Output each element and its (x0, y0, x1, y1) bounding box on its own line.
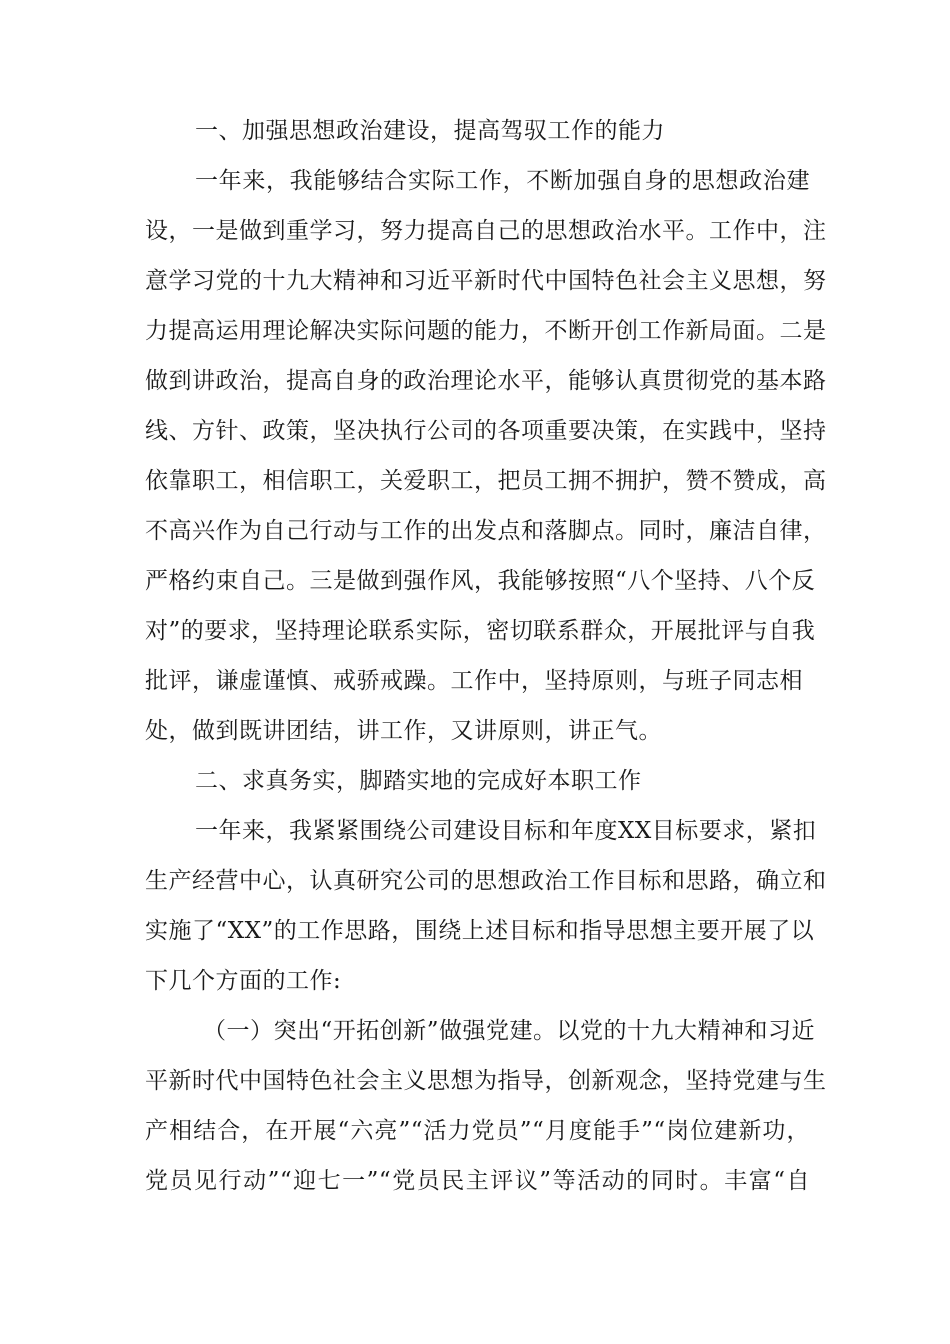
paragraph-line: 实施了“XX”的工作思路，围绕上述目标和指导思想主要开展了以 (145, 918, 815, 944)
paragraph-line: 力提高运用理论解决实际问题的能力，不断开创工作新局面。二是 (145, 318, 827, 344)
paragraph-line: 对”的要求，坚持理论联系实际，密切联系群众，开展批评与自我 (145, 618, 816, 644)
section-heading-2: 二、求真务实，脚踏实地的完成好本职工作 (195, 768, 642, 794)
paragraph-line: 依靠职工，相信职工，关爱职工，把员工拥不拥护，赞不赞成，高 (145, 468, 827, 494)
paragraph-line: 平新时代中国特色社会主义思想为指导，创新观念，坚持党建与生 (145, 1068, 827, 1094)
paragraph-line: 党员见行动”“迎七一”“党员民主评议”等活动的同时。丰富“自 (145, 1168, 810, 1194)
paragraph-line: 不高兴作为自己行动与工作的出发点和落脚点。同时，廉洁自律， (145, 518, 827, 544)
paragraph-line: 严格约束自己。三是做到强作风，我能够按照“八个坚持、八个反 (145, 568, 816, 594)
paragraph-line: 处，做到既讲团结，讲工作，又讲原则，讲正气。 (145, 718, 662, 744)
paragraph-line: 一年来，我能够结合实际工作，不断加强自身的思想政治建 (195, 168, 810, 194)
paragraph-line: 下几个方面的工作: (145, 968, 342, 994)
section-heading-1: 一、加强思想政治建设，提高驾驭工作的能力 (195, 118, 665, 144)
paragraph-line: 产相结合，在开展“六亮”“活力党员”“月度能手”“岗位建新功， (145, 1118, 810, 1144)
paragraph-line: 设，一是做到重学习，努力提高自己的思想政治水平。工作中，注 (145, 218, 827, 244)
paragraph-line: 生产经营中心，认真研究公司的思想政治工作目标和思路，确立和 (145, 868, 827, 894)
paragraph-line: 做到讲政治，提高自身的政治理论水平，能够认真贯彻党的基本路 (145, 368, 827, 394)
paragraph-line: 批评，谦虚谨慎、戒骄戒躁。工作中，坚持原则，与班子同志相 (145, 668, 803, 694)
paragraph-line: （一）突出“开拓创新”做强党建。以党的十九大精神和习近 (203, 1018, 816, 1044)
paragraph-line: 一年来，我紧紧围绕公司建设目标和年度XX目标要求，紧扣 (195, 818, 817, 844)
paragraph-line: 线、方针、政策，坚决执行公司的各项重要决策，在实践中，坚持 (145, 418, 827, 444)
paragraph-line: 意学习党的十九大精神和习近平新时代中国特色社会主义思想，努 (145, 268, 827, 294)
document-body (145, 106, 827, 1206)
